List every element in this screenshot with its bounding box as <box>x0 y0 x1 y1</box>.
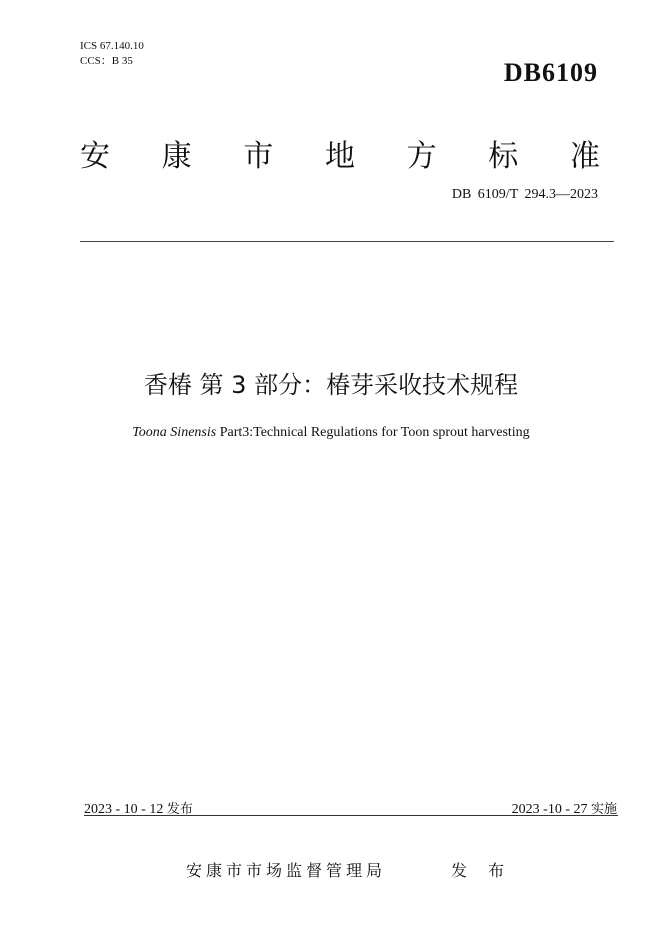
standard-type-char: 标 <box>488 139 519 174</box>
standard-type-heading <box>80 131 600 175</box>
standard-type-char: 方 <box>406 139 437 174</box>
publish-date: 2023 - 10 - 12 <box>84 802 164 817</box>
english-title <box>0 425 662 441</box>
implement-date: 2023 -10 - 27 <box>511 802 588 817</box>
implement-label: 实施 <box>590 802 617 817</box>
db-code: DB6109 <box>503 58 598 87</box>
publish-label: 发布 <box>166 802 193 817</box>
issuing-authority: 安康市市场监督管理局 <box>186 861 387 880</box>
standard-number: DB 6109/T 294.3—2023 <box>451 187 598 202</box>
standard-type-char: 准 <box>569 139 600 174</box>
standard-type-char: 康 <box>161 139 192 174</box>
standard-type-char: 市 <box>243 139 274 174</box>
english-title-rest: Part3:Technical Regulations for Toon sprout harvesting <box>216 425 530 440</box>
english-title-italic: Toona Sinensis <box>132 425 217 440</box>
bottom-divider <box>84 815 618 816</box>
ics-code: ICS 67.140.10 <box>80 40 144 52</box>
classification-codes <box>80 39 144 69</box>
issue-label: 发 布 <box>451 861 513 880</box>
standard-type-char: 地 <box>324 139 355 174</box>
ccs-code: CCS：B 35 <box>80 55 133 67</box>
standard-type-char: 安 <box>80 139 110 174</box>
chinese-title: 香椿 第 3 部分：椿芽采收技术规程 <box>143 371 519 399</box>
top-divider <box>80 241 614 242</box>
